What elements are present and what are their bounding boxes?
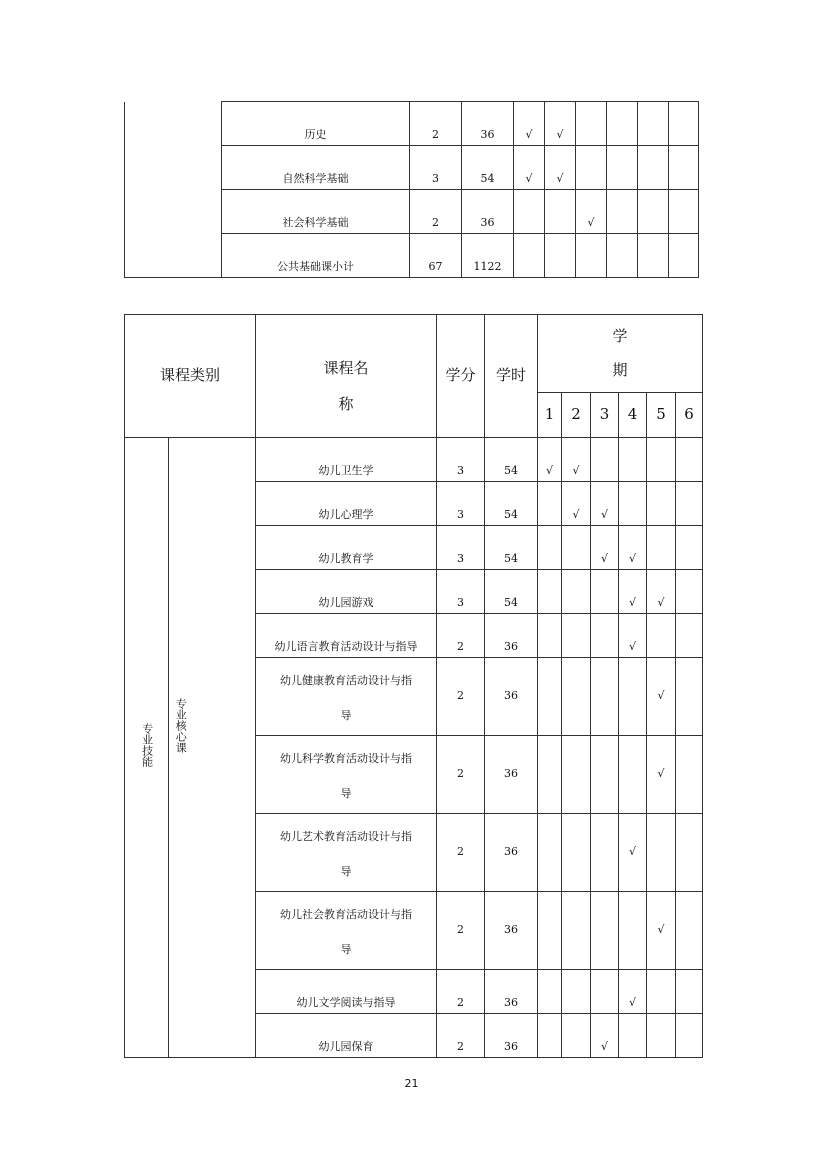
semester-check-cell: √ <box>562 438 591 482</box>
hours-cell: 54 <box>462 146 514 190</box>
semester-check-cell <box>562 1014 591 1058</box>
hours-cell: 1122 <box>462 234 514 278</box>
semester-check-cell: √ <box>647 570 676 614</box>
credits-cell: 2 <box>410 190 462 234</box>
hours-cell: 36 <box>485 970 538 1014</box>
semester-check-cell <box>638 190 669 234</box>
semester-check-cell <box>607 234 638 278</box>
semester-check-cell: √ <box>514 102 545 146</box>
semester-check-cell <box>669 102 699 146</box>
semester-check-cell <box>545 234 576 278</box>
semester-check-cell: √ <box>545 102 576 146</box>
subcategory-cell <box>169 438 256 1058</box>
semester-check-cell <box>562 658 591 736</box>
semester-check-cell <box>676 814 703 892</box>
semester-check-cell: √ <box>591 482 619 526</box>
semester-check-cell <box>538 614 562 658</box>
hours-cell: 36 <box>485 614 538 658</box>
semester-number-3: 3 <box>591 392 619 437</box>
credits-cell: 2 <box>437 658 485 736</box>
semester-check-cell <box>676 736 703 814</box>
hours-cell: 36 <box>485 1014 538 1058</box>
table-row <box>125 102 699 146</box>
page-number: 21 <box>404 1077 419 1090</box>
semester-check-cell <box>591 438 619 482</box>
subcategory-label: 专业核心课 <box>174 697 188 753</box>
semester-check-cell <box>514 190 545 234</box>
semester-check-cell <box>676 482 703 526</box>
semester-check-cell <box>647 526 676 570</box>
credits-cell: 2 <box>437 736 485 814</box>
semester-check-cell <box>647 614 676 658</box>
semester-check-cell <box>619 1014 647 1058</box>
semester-check-cell <box>514 234 545 278</box>
course-name-line-2: 导 <box>340 864 352 878</box>
credits-cell: 3 <box>437 570 485 614</box>
semester-check-cell <box>538 814 562 892</box>
credits-cell: 3 <box>410 146 462 190</box>
course-name-cell: 幼儿教育学 <box>256 526 437 570</box>
semester-check-cell <box>562 614 591 658</box>
course-name-line-1: 幼儿艺术教育活动设计与指 <box>280 829 413 843</box>
hours-cell: 54 <box>485 570 538 614</box>
credits-cell: 2 <box>437 892 485 970</box>
semester-check-cell: √ <box>562 482 591 526</box>
semester-number-6: 6 <box>676 392 703 437</box>
semester-check-cell <box>619 892 647 970</box>
course-name-cell: 幼儿文学阅读与指导 <box>256 970 437 1014</box>
hours-cell: 36 <box>485 658 538 736</box>
course-name-cell: 公共基础课小计 <box>222 234 410 278</box>
semester-check-cell <box>538 1014 562 1058</box>
semester-check-cell <box>676 892 703 970</box>
semester-check-cell <box>591 658 619 736</box>
semester-check-cell: √ <box>576 190 607 234</box>
credits-cell: 2 <box>437 1014 485 1058</box>
course-name-line-1: 幼儿科学教育活动设计与指 <box>280 751 413 765</box>
credits-cell: 2 <box>437 614 485 658</box>
header-semester: 学 期 <box>538 315 703 393</box>
semester-check-cell: √ <box>591 1014 619 1058</box>
semester-check-cell <box>676 1014 703 1058</box>
semester-check-cell: √ <box>619 614 647 658</box>
credits-cell: 3 <box>437 438 485 482</box>
semester-check-cell: √ <box>591 526 619 570</box>
course-name-line-2: 导 <box>340 786 352 800</box>
semester-check-cell <box>619 736 647 814</box>
course-name-line-2: 导 <box>340 942 352 956</box>
semester-check-cell <box>538 482 562 526</box>
semester-check-cell <box>669 146 699 190</box>
semester-check-cell: √ <box>647 658 676 736</box>
hours-cell: 36 <box>485 814 538 892</box>
semester-check-cell <box>619 482 647 526</box>
course-name-cell: 社会科学基础 <box>222 190 410 234</box>
hours-cell: 54 <box>485 438 538 482</box>
semester-check-cell <box>576 102 607 146</box>
semester-check-cell <box>562 736 591 814</box>
semester-check-cell: √ <box>545 146 576 190</box>
hours-cell: 54 <box>485 526 538 570</box>
semester-number-1: 1 <box>538 392 562 437</box>
semester-check-cell <box>669 190 699 234</box>
course-name-cell <box>256 892 437 970</box>
semester-check-cell <box>538 736 562 814</box>
semester-number-2: 2 <box>562 392 591 437</box>
semester-check-cell <box>647 438 676 482</box>
semester-check-cell <box>647 814 676 892</box>
semester-check-cell <box>591 892 619 970</box>
semester-check-cell <box>638 102 669 146</box>
table-row <box>125 438 703 482</box>
course-name-cell: 幼儿园保育 <box>256 1014 437 1058</box>
semester-check-cell <box>576 234 607 278</box>
semester-check-cell <box>676 526 703 570</box>
header-category: 课程类别 <box>125 315 256 438</box>
course-name-cell: 自然科学基础 <box>222 146 410 190</box>
header-course-name: 课程名 称 <box>256 315 437 438</box>
semester-check-cell <box>676 438 703 482</box>
semester-check-cell <box>669 234 699 278</box>
credits-cell: 3 <box>437 526 485 570</box>
category-label: 专业技能 <box>140 723 154 768</box>
curriculum-table <box>124 314 703 1058</box>
credits-cell: 2 <box>437 814 485 892</box>
hours-cell: 36 <box>485 892 538 970</box>
semester-check-cell <box>591 614 619 658</box>
category-cell-continued <box>125 102 222 278</box>
hours-cell: 36 <box>462 102 514 146</box>
course-name-cell <box>256 658 437 736</box>
semester-check-cell <box>538 970 562 1014</box>
header-hours: 学时 <box>485 315 538 438</box>
course-name-cell: 幼儿心理学 <box>256 482 437 526</box>
semester-check-cell <box>538 658 562 736</box>
semester-check-cell: √ <box>619 970 647 1014</box>
semester-check-cell <box>591 736 619 814</box>
semester-check-cell <box>638 146 669 190</box>
semester-check-cell <box>562 526 591 570</box>
course-name-cell: 历史 <box>222 102 410 146</box>
course-name-cell <box>256 814 437 892</box>
semester-check-cell <box>607 190 638 234</box>
semester-check-cell: √ <box>619 526 647 570</box>
semester-check-cell <box>619 438 647 482</box>
semester-check-cell <box>647 482 676 526</box>
semester-check-cell <box>562 970 591 1014</box>
semester-check-cell: √ <box>647 892 676 970</box>
course-name-cell: 幼儿卫生学 <box>256 438 437 482</box>
semester-check-cell <box>591 814 619 892</box>
curriculum-table-continued <box>124 101 699 278</box>
credits-cell: 2 <box>437 970 485 1014</box>
semester-check-cell <box>676 570 703 614</box>
semester-number-4: 4 <box>619 392 647 437</box>
semester-check-cell <box>538 570 562 614</box>
semester-check-cell <box>647 1014 676 1058</box>
semester-check-cell <box>607 146 638 190</box>
semester-check-cell <box>538 892 562 970</box>
semester-check-cell <box>591 570 619 614</box>
credits-cell: 2 <box>410 102 462 146</box>
semester-check-cell <box>676 614 703 658</box>
semester-check-cell: √ <box>514 146 545 190</box>
semester-check-cell <box>538 526 562 570</box>
course-name-cell: 幼儿语言教育活动设计与指导 <box>256 614 437 658</box>
course-name-line-1: 幼儿健康教育活动设计与指 <box>280 673 413 687</box>
semester-check-cell: √ <box>619 814 647 892</box>
semester-check-cell: √ <box>647 736 676 814</box>
semester-check-cell <box>607 102 638 146</box>
semester-check-cell <box>576 146 607 190</box>
course-name-line-1: 幼儿社会教育活动设计与指 <box>280 907 413 921</box>
semester-number-5: 5 <box>647 392 676 437</box>
hours-cell: 36 <box>462 190 514 234</box>
semester-check-cell <box>676 970 703 1014</box>
course-name-cell: 幼儿园游戏 <box>256 570 437 614</box>
semester-check-cell <box>676 658 703 736</box>
header-credits: 学分 <box>437 315 485 438</box>
semester-check-cell <box>647 970 676 1014</box>
course-name-cell <box>256 736 437 814</box>
semester-check-cell <box>562 892 591 970</box>
semester-check-cell <box>638 234 669 278</box>
semester-check-cell <box>562 814 591 892</box>
hours-cell: 36 <box>485 736 538 814</box>
semester-check-cell <box>619 658 647 736</box>
course-name-line-2: 导 <box>340 708 352 722</box>
credits-cell: 67 <box>410 234 462 278</box>
semester-check-cell <box>545 190 576 234</box>
hours-cell: 54 <box>485 482 538 526</box>
credits-cell: 3 <box>437 482 485 526</box>
semester-check-cell: √ <box>619 570 647 614</box>
semester-check-cell: √ <box>538 438 562 482</box>
semester-check-cell <box>591 970 619 1014</box>
category-cell <box>125 438 169 1058</box>
semester-check-cell <box>562 570 591 614</box>
